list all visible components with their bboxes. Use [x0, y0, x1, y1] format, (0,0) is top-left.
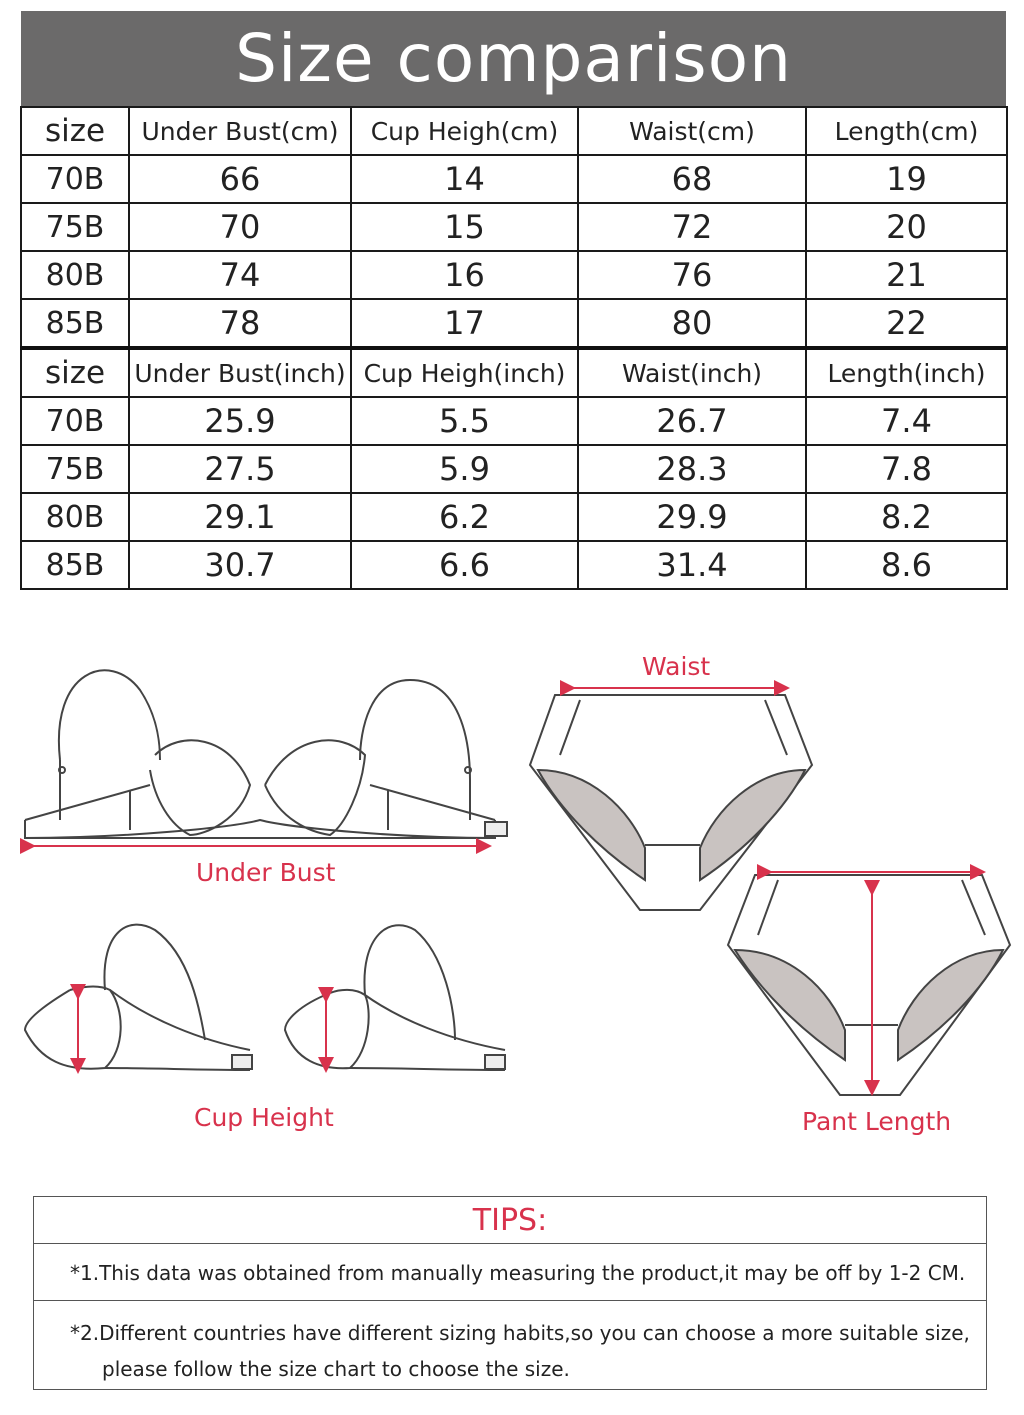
table-cell: 31.4 [578, 541, 806, 589]
header-cell: Length(inch) [806, 348, 1007, 397]
bra-side-illustration-left [25, 925, 252, 1070]
table-cell: 78 [129, 299, 351, 348]
table-row [21, 203, 1007, 251]
header-cell: Under Bust(inch) [129, 348, 351, 397]
measurement-diagrams [0, 610, 1024, 1170]
bra-side-illustration-right [285, 925, 505, 1070]
table-cell: 74 [129, 251, 351, 299]
table-cell: 7.4 [806, 397, 1007, 445]
pant-length-label: Pant Length [802, 1107, 952, 1136]
header-cell: size [21, 107, 129, 155]
table-cell: 29.9 [578, 493, 806, 541]
header-cell: Cup Heigh(inch) [351, 348, 578, 397]
table-row [21, 155, 1007, 203]
page-title: Size comparison [21, 11, 1006, 106]
table-cell: 22 [806, 299, 1007, 348]
table-cell: 5.5 [351, 397, 578, 445]
tip-1: *1.This data was obtained from manually measuring the product,it may be off by 1-2 CM. [34, 1243, 986, 1301]
table-cell: 17 [351, 299, 578, 348]
bra-front-illustration [25, 670, 507, 838]
table-cell: 25.9 [129, 397, 351, 445]
table-row [21, 299, 1007, 348]
header-cell: Waist(inch) [578, 348, 806, 397]
size-chart-table [20, 106, 1008, 590]
table-cell: 80B [21, 251, 129, 299]
table-cell: 27.5 [129, 445, 351, 493]
tip-2-line-2: please follow the size chart to choose the size. [102, 1357, 570, 1381]
header-cell: size [21, 348, 129, 397]
table-cell: 26.7 [578, 397, 806, 445]
table-cell: 14 [351, 155, 578, 203]
table-cell: 70B [21, 155, 129, 203]
table-cell: 8.2 [806, 493, 1007, 541]
tips-box [33, 1196, 987, 1390]
tip-2 [70, 1315, 970, 1387]
table-cell: 15 [351, 203, 578, 251]
table-cell: 21 [806, 251, 1007, 299]
table-cell: 70 [129, 203, 351, 251]
table-cell: 75B [21, 445, 129, 493]
header-cell: Length(cm) [806, 107, 1007, 155]
header-cell: Under Bust(cm) [129, 107, 351, 155]
table-cell: 19 [806, 155, 1007, 203]
table-cell: 6.2 [351, 493, 578, 541]
panty-illustration-length [728, 875, 1010, 1095]
table-header-row-inch [21, 348, 1007, 397]
table-cell: 66 [129, 155, 351, 203]
waist-label: Waist [642, 652, 711, 681]
table-row [21, 493, 1007, 541]
table-cell: 68 [578, 155, 806, 203]
header-cell: Cup Heigh(cm) [351, 107, 578, 155]
header-cell: Waist(cm) [578, 107, 806, 155]
table-cell: 6.6 [351, 541, 578, 589]
table-cell: 7.8 [806, 445, 1007, 493]
table-cell: 70B [21, 397, 129, 445]
table-cell: 5.9 [351, 445, 578, 493]
table-cell: 72 [578, 203, 806, 251]
table-row [21, 445, 1007, 493]
under-bust-label: Under Bust [196, 858, 336, 887]
table-cell: 85B [21, 541, 129, 589]
table-cell: 80 [578, 299, 806, 348]
table-cell: 85B [21, 299, 129, 348]
table-cell: 28.3 [578, 445, 806, 493]
table-row [21, 541, 1007, 589]
tips-title: TIPS: [472, 1203, 548, 1238]
table-cell: 75B [21, 203, 129, 251]
table-cell: 8.6 [806, 541, 1007, 589]
table-cell: 20 [806, 203, 1007, 251]
table-row [21, 397, 1007, 445]
table-cell: 29.1 [129, 493, 351, 541]
table-cell: 30.7 [129, 541, 351, 589]
table-cell: 16 [351, 251, 578, 299]
table-cell: 80B [21, 493, 129, 541]
table-row [21, 251, 1007, 299]
cup-height-label: Cup Height [194, 1103, 334, 1132]
table-cell: 76 [578, 251, 806, 299]
tip-2-line-1: *2.Different countries have different sizing habits,so you can choose a more suitable size, [70, 1321, 970, 1345]
table-header-row-cm [21, 107, 1007, 155]
